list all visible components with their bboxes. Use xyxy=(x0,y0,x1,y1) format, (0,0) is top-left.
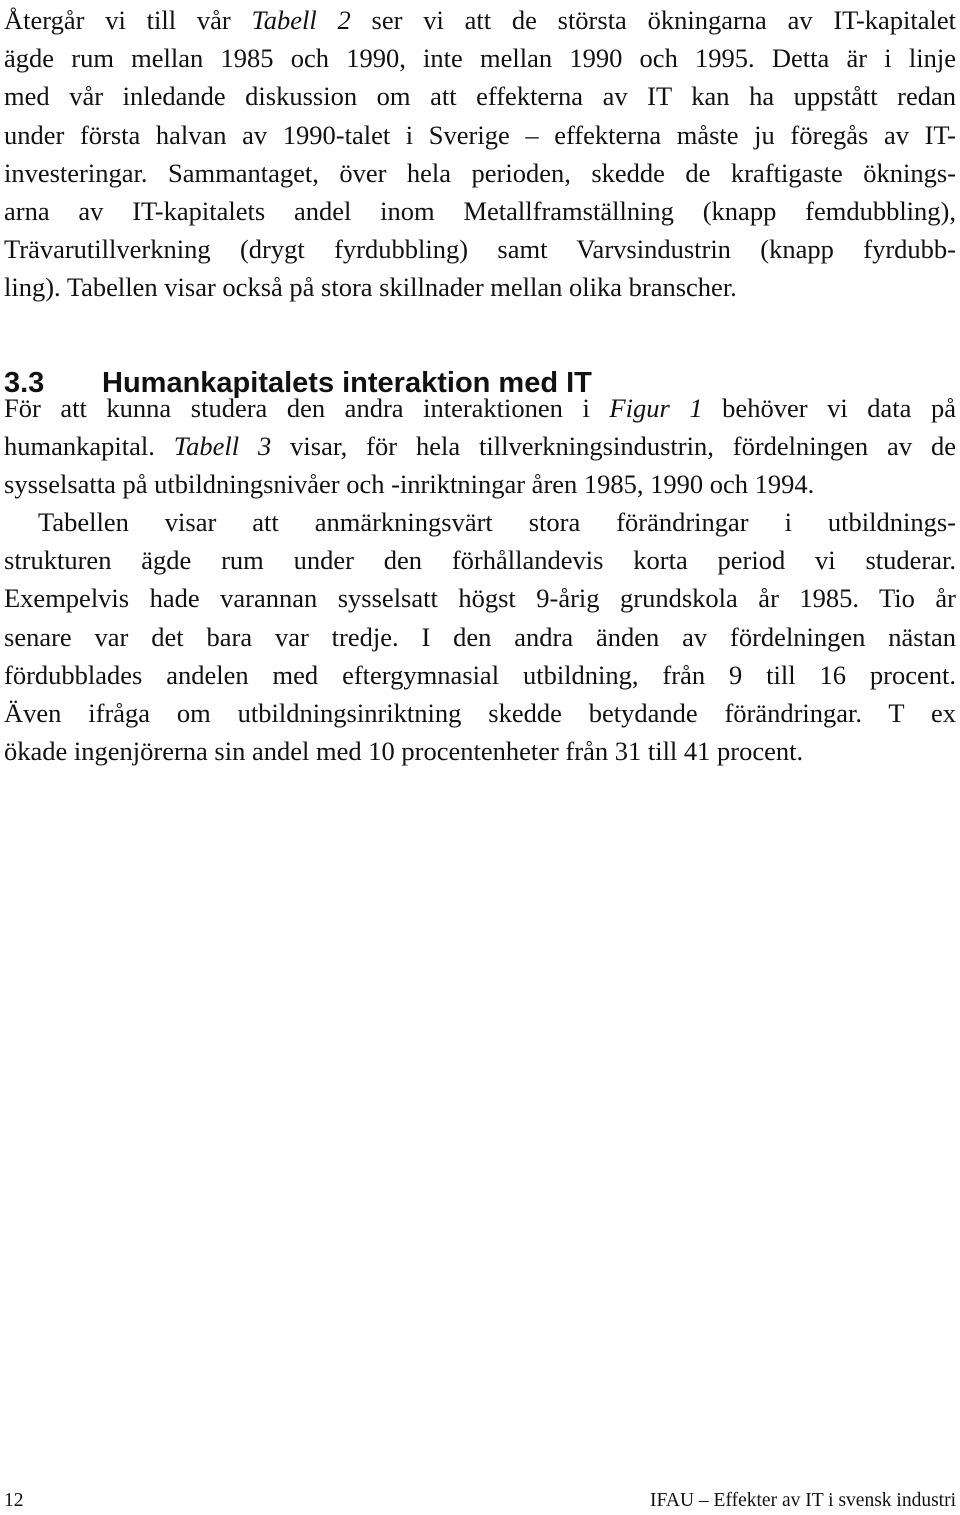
text-run: visar, för hela tillverkningsindustrin, fördelningen av de xyxy=(271,431,956,462)
text-run: ser vi att de största ökningarna av IT-kapitalet xyxy=(350,5,957,35)
text-line: med vår inledande diskussion om att effekterna av IT kan ha uppstått redan xyxy=(4,81,956,112)
text-line: Tabellen visar att anmärkningsvärt stora förändringar i utbildnings- xyxy=(38,507,956,537)
text-line: under första halvan av 1990-talet i Sverige – effekterna måste ju föregås av IT- xyxy=(4,119,956,150)
paragraph-human-capital-intro xyxy=(4,389,956,504)
running-title: IFAU – Effekter av IT i svensk industri xyxy=(650,1490,956,1511)
text-run: För att kunna studera den andra interaktionen i xyxy=(4,393,610,423)
figure-reference: Figur 1 xyxy=(609,393,703,423)
text-line: Även ifråga om utbildningsinriktning skedde betydande förändringar. T ex xyxy=(4,698,956,729)
page-number: 12 xyxy=(4,1490,24,1511)
section-title: Humankapitalets interaktion med IT xyxy=(102,367,592,400)
text-line: Trävarutillverkning (drygt fyrdubbling) samt Varvsindustrin (knapp fyrdubb- xyxy=(4,234,956,265)
text-line: fördubblades andelen med eftergymnasial utbildning, från 9 till 16 procent. xyxy=(4,659,956,690)
text-line: ling). Tabellen visar också på stora skillnader mellan olika branscher. xyxy=(4,272,737,303)
text-line xyxy=(4,389,956,427)
text-run: humankapital. xyxy=(4,431,174,462)
text-line: strukturen ägde rum under den förhållandevis korta period vi studerar. xyxy=(4,545,956,576)
text-line: Exempelvis hade varannan sysselsatt högst 9-årig grundskola år 1985. Tio år xyxy=(4,583,956,614)
text-line: sysselsatta på utbildningsnivåer och -inriktningar åren 1985, 1990 och 1994. xyxy=(4,469,815,500)
paragraph-it-capital xyxy=(4,1,956,307)
text-line: senare var det bara var tredje. I den andra änden av fördelningen nästan xyxy=(4,621,956,652)
text-run: behöver vi data på xyxy=(702,393,956,423)
text-line: ökade ingenjörerna sin andel med 10 procentenheter från 31 till 41 procent. xyxy=(4,736,804,767)
text-run: Återgår vi till vår xyxy=(4,5,252,35)
table-reference: Tabell 3 xyxy=(173,431,272,462)
text-line xyxy=(4,1,956,39)
table-reference: Tabell 2 xyxy=(251,5,351,35)
text-line: arna av IT-kapitalets andel inom Metallframställning (knapp femdubbling), xyxy=(4,196,956,227)
paragraph-education-changes xyxy=(4,503,956,770)
text-line xyxy=(4,427,956,465)
text-line: ägde rum mellan 1985 och 1990, inte mellan 1990 och 1995. Detta är i linje xyxy=(4,43,956,74)
section-number: 3.3 xyxy=(4,367,45,400)
document-page xyxy=(4,0,956,1515)
text-line: investeringar. Sammantaget, över hela perioden, skedde de kraftigaste öknings- xyxy=(4,157,956,188)
